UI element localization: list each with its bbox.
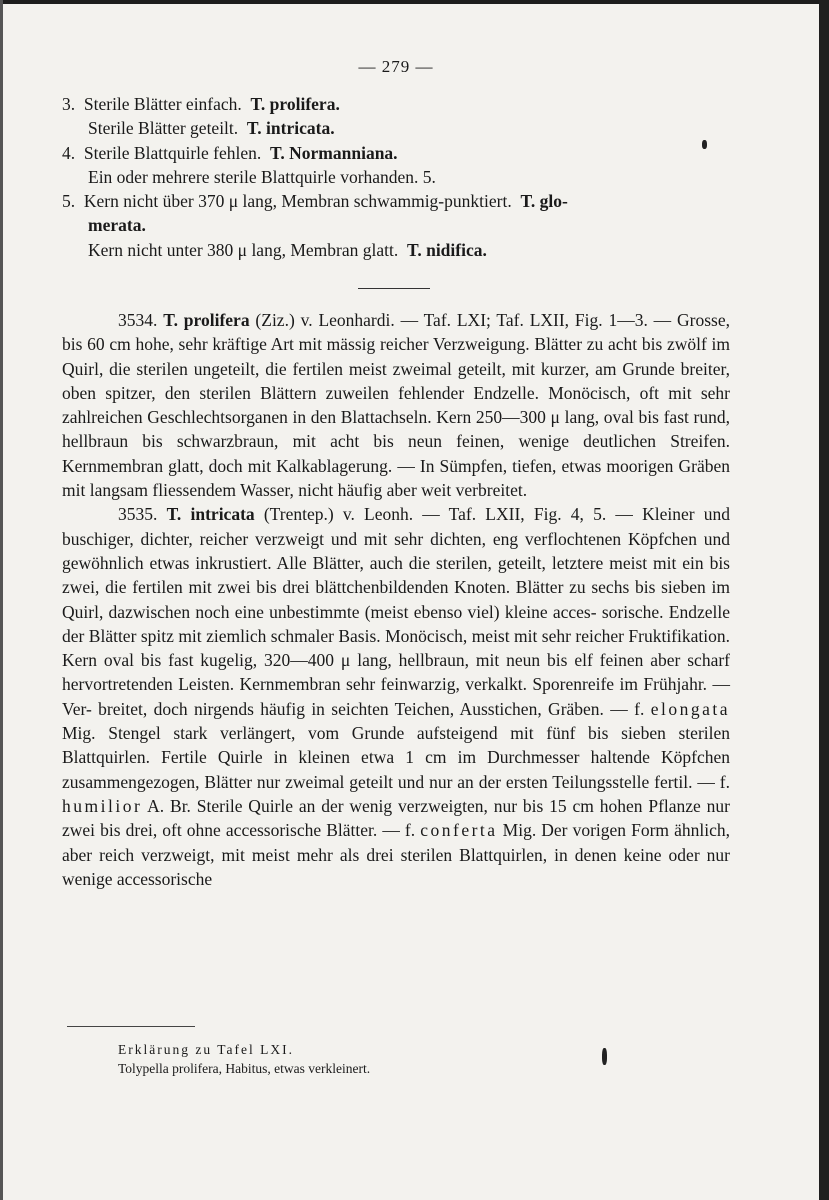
footnote-title: Erklärung zu Tafel LXI.	[118, 1042, 295, 1057]
text-line: sorische. Endzelle der Blätter spitz mit ziemlich schmaler Basis. Monöcisch,	[62, 601, 731, 646]
text-line: Pflanze nur zwei bis drei, oft ohne accessorische Blätter. — f.	[62, 795, 730, 841]
key-text: Sterile Blattquirle fehlen.	[83, 142, 262, 163]
text-line: fertilen meist zweimal geteilt, mit kurzer, am Grunde breiter, oben spitzer,	[62, 358, 731, 403]
form-name: elongata	[650, 698, 730, 719]
text-line: oval bis fast rund, hellbraun bis schwarzbraun, mit acht bis neun feinen,	[62, 407, 730, 452]
footnote-text: Tolypella prolifera, Habitus, etwas verkleinert.	[118, 1061, 371, 1076]
text-line: eng verflochtenen Köpfchen und gewöhnlich etwas inkrustiert. Alle Blätter,	[62, 528, 731, 573]
key-line-5	[62, 189, 730, 213]
text-line: breitet, doch nirgends häufig in seichten Teichen, Ausstichen, Gräben.	[98, 698, 604, 719]
entry-number: 3535.	[118, 504, 158, 525]
species-name: T. intricata.	[246, 118, 335, 139]
text-line: 1 cm im Durchmesser haltende Köpfchen zusammengezogen, Blätter nur	[62, 747, 731, 792]
key-text: Kern nicht über 370 μ lang, Membran schwammig-punktiert.	[83, 191, 512, 212]
species-name: T. prolifera	[163, 310, 250, 330]
text-line: wenige deutlichen Streifen. Kernmembran glatt, doch mit Kalkablagerung.	[62, 431, 730, 476]
scan-edge-right	[819, 0, 829, 1200]
text-line: Kernmembran sehr feinwarzig, verkalkt. Sporenreife im Frühjahr. — Ver-	[62, 674, 730, 719]
key-number: 3.	[62, 94, 76, 114]
key-text: Sterile Blätter geteilt.	[88, 118, 239, 139]
footnote-rule	[67, 1026, 195, 1027]
key-line-3	[62, 92, 730, 116]
text-line: drei sterilen Blattquirlen, in denen keine oder nur wenige accessorische	[62, 844, 731, 889]
body-text	[62, 308, 730, 891]
key-line-4	[62, 141, 730, 165]
key-text: Kern nicht unter 380 μ lang, Membran glatt.	[88, 239, 399, 260]
form-name: humilior	[62, 795, 143, 816]
text-line: Fig. 1—3. — Grosse, bis 60 cm hohe, sehr kräftige Art mit mässig reicher	[62, 310, 731, 355]
text-line: den sterilen Blättern zuweilen fehlender Endzelle. Monöcisch, oft mit sehr	[164, 382, 731, 403]
text-line: (Trentep.) v. Leonh. — Taf. LXII, Fig. 4, 5.	[263, 504, 607, 525]
form-name: conferta	[420, 820, 498, 841]
text-line: mit fünf bis sieben sterilen Blattquirlen. Fertile Quirle in kleinen etwa	[62, 723, 731, 768]
species-name: merata.	[88, 215, 146, 236]
key-number: 4.	[62, 142, 76, 163]
text-line: auch die sterilen, geteilt, letztere meist mit ein bis zwei, die fertilen mit	[62, 552, 730, 598]
text-line: lang, hellbraun, mit neun bis elf feinen aber scharf hervortretenden Leisten.	[62, 650, 730, 695]
scan-edge-left	[0, 0, 3, 1200]
text-line: zweimal geteilt und nur an der ersten Teilungsstelle fertil. — f.	[285, 771, 730, 792]
entry-3534	[62, 308, 730, 502]
text-line: Verzweigung. Blätter zu acht bis zwölf im Quirl, die sterilen ungeteilt, die	[62, 334, 730, 379]
text-line: — In Sümpfen, tiefen, etwas moorigen Gräben mit langsam fliessendem	[62, 455, 730, 501]
key-line-5-cont	[62, 213, 730, 237]
text-line: (Ziz.) v. Leonhardi. — Taf. LXI; Taf. LXII,	[255, 310, 570, 330]
species-name: T. intricata	[166, 504, 255, 525]
footnote	[118, 1040, 718, 1078]
species-name: T. glo-	[520, 191, 568, 212]
text-line: — f.	[610, 698, 645, 719]
key-text: Sterile Blätter einfach.	[83, 94, 242, 114]
text-line: zwei bis drei blättchenbildenden Knoten. Blätter zu sechs bis sieben im	[217, 577, 730, 598]
species-name: T. Normanniana.	[270, 142, 398, 163]
key-line-5b	[62, 238, 730, 262]
species-name: T. nidifica.	[406, 239, 487, 260]
key-line-4b	[62, 165, 730, 189]
entry-3535	[62, 502, 730, 891]
identification-key	[62, 92, 730, 262]
text-line: meist mit sehr reicher Fruktifikation. Kern oval bis fast kugelig, 320—400 μ	[62, 625, 730, 671]
text-line: zahlreichen Geschlechtsorganen in den Blattachseln. Kern 250—300 μ lang,	[62, 407, 600, 428]
text-line: — Kleiner und buschiger, dichter, reicher verzweigt und mit sehr dichten,	[62, 504, 730, 549]
species-name: T. prolifera.	[250, 94, 340, 114]
key-line-3b	[62, 116, 730, 140]
text-line: Mig. Der vorigen Form ähnlich, aber reich verzweigt, mit meist mehr als	[62, 820, 731, 865]
page-number: — 279 —	[358, 57, 434, 76]
key-number: 5.	[62, 191, 76, 212]
text-line: Quirl, dazwischen noch eine unbestimmte (meist ebenso viel) kleine acces-	[62, 601, 597, 622]
text-line: A. Br. Sterile Quirle an der wenig verzweigten, nur bis 15 cm hohen	[147, 795, 643, 816]
text-line: Wasser, nicht häufig aber weit verbreitet.	[240, 480, 528, 501]
section-divider	[358, 288, 430, 289]
entry-number: 3534.	[118, 310, 158, 330]
scan-edge-top	[0, 0, 829, 4]
text-line: Mig. Stengel stark verlängert, vom Grunde aufsteigend	[62, 723, 498, 744]
key-text: Ein oder mehrere sterile Blattquirle vorhanden. 5.	[88, 166, 436, 187]
